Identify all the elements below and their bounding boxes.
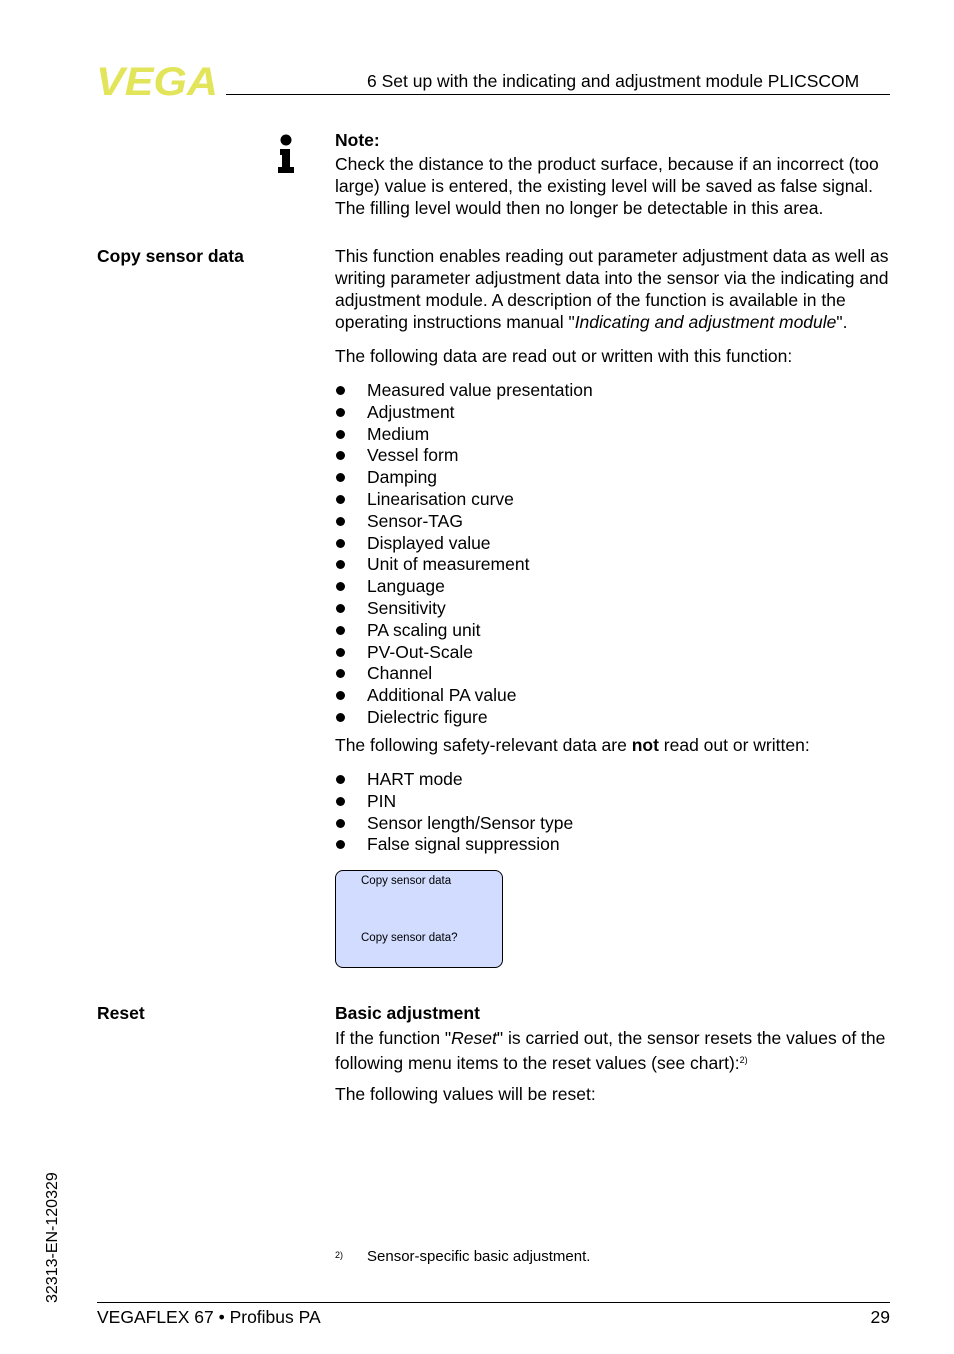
list-item: Channel	[335, 663, 593, 685]
note-title: Note:	[335, 130, 380, 150]
list-item: Sensitivity	[335, 598, 593, 620]
reset-values-intro: The following values will be reset:	[335, 1084, 596, 1104]
footer-product: VEGAFLEX 67 • Profibus PA	[97, 1307, 321, 1327]
document-id: 32313-EN-120329	[44, 1172, 61, 1303]
chapter-heading: 6 Set up with the indicating and adjustment module PLICSCOM	[367, 71, 860, 91]
manual-title: Indicating and adjustment module	[574, 312, 837, 332]
list-item: Sensor length/Sensor type	[335, 813, 573, 835]
copied-data-list	[335, 380, 593, 729]
list-item: Damping	[335, 467, 593, 489]
display-menu-title: Copy sensor data	[361, 875, 452, 887]
footnote-text: Sensor-specific basic adjustment.	[367, 1248, 591, 1265]
section-heading-copy-sensor-data: Copy sensor data	[97, 246, 244, 266]
footnote-mark: 2)	[335, 1250, 344, 1260]
list-item: False signal suppression	[335, 834, 573, 856]
not-copied-list	[335, 769, 573, 856]
info-icon	[277, 134, 297, 174]
list-item: Linearisation curve	[335, 489, 593, 511]
list-item: Language	[335, 576, 593, 598]
subheading-basic-adjustment: Basic adjustment	[335, 1003, 480, 1023]
footer-divider	[97, 1302, 890, 1303]
list-item: HART mode	[335, 769, 573, 791]
list-item: Measured value presentation	[335, 380, 593, 402]
copy-list-intro: The following data are read out or written with this function:	[335, 346, 793, 366]
not-copied-intro: The following safety-relevant data are not read out or written:	[335, 735, 810, 755]
vega-logo	[96, 64, 220, 98]
section-heading-reset: Reset	[97, 1003, 145, 1023]
page-number: 29	[870, 1307, 890, 1327]
list-item: Vessel form	[335, 445, 593, 467]
copy-sensor-intro: This function enables reading out parameter adjustment data as well as writing parameter adjustment data into the sensor via the indicating and adjustment module. A description of the function is available in the operating instructions manual "Indicating and adjustment module".	[335, 246, 889, 332]
footnote-ref: 2)	[739, 1055, 748, 1065]
svg-text:VEGA: VEGA	[96, 64, 218, 98]
list-item: Unit of measurement	[335, 554, 593, 576]
list-item: PIN	[335, 791, 573, 813]
list-item: Sensor-TAG	[335, 511, 593, 533]
list-item: Additional PA value	[335, 685, 593, 707]
list-item: Dielectric figure	[335, 707, 593, 729]
display-prompt: Copy sensor data?	[361, 932, 458, 944]
module-display	[335, 870, 503, 968]
list-item: PA scaling unit	[335, 620, 593, 642]
list-item: Medium	[335, 424, 593, 446]
header-divider	[226, 94, 890, 95]
note-text: Check the distance to the product surface, because if an incorrect (too large) value is entered, the existing level will be saved as false signal. The filling level would then no longer be detectable in this area.	[335, 154, 879, 218]
list-item: PV-Out-Scale	[335, 642, 593, 664]
list-item: Adjustment	[335, 402, 593, 424]
reset-text: If the function "Reset" is carried out, the sensor resets the values of the following menu items to the reset values (see chart):$^{2)}$	[335, 1028, 886, 1073]
list-item: Displayed value	[335, 533, 593, 555]
